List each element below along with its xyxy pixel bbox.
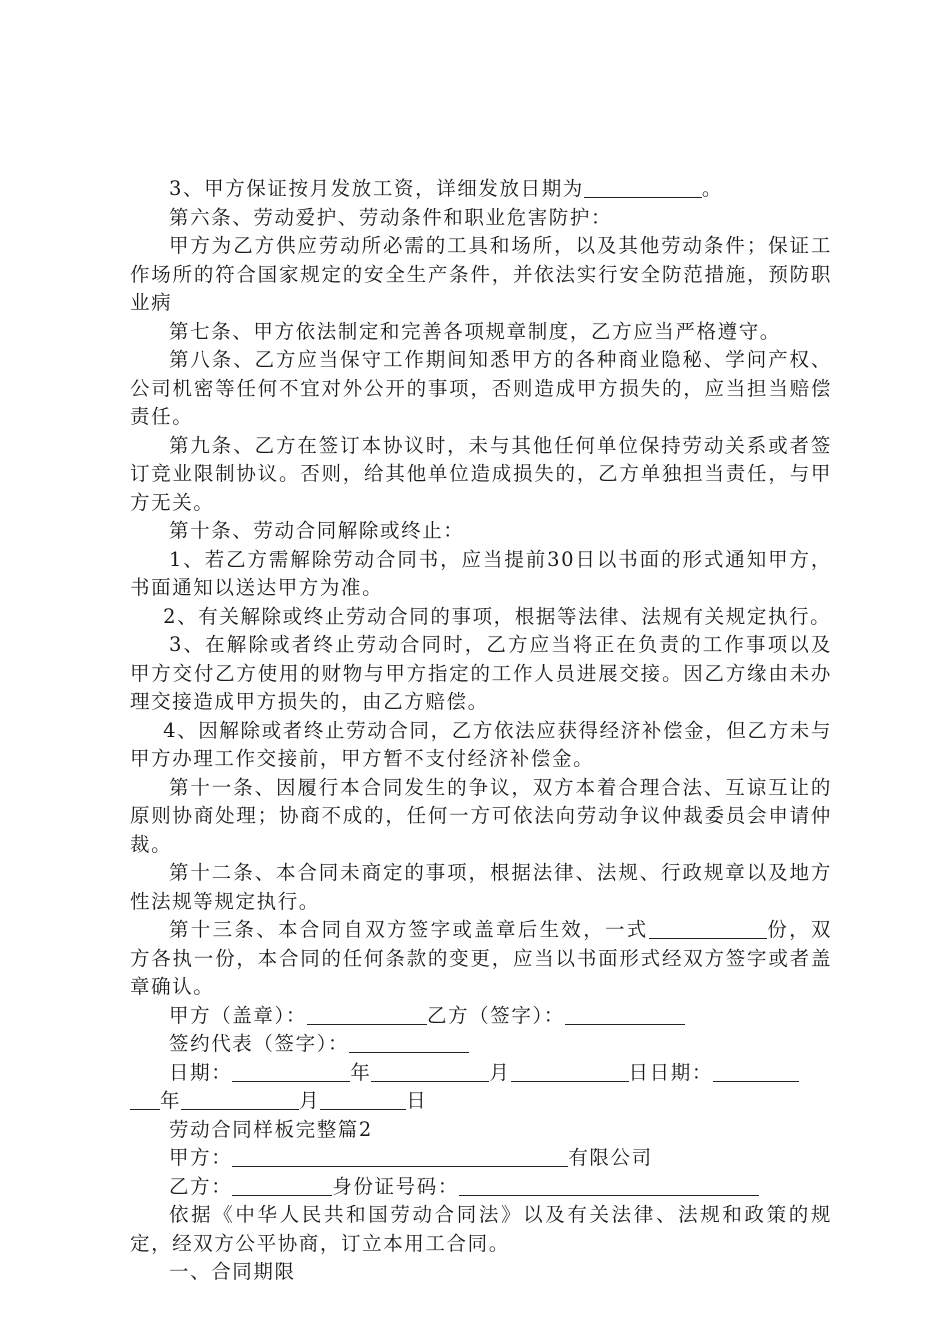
blank-line <box>307 1004 427 1025</box>
blank-line <box>130 1089 160 1110</box>
paragraph-article-10: 第十条、劳动合同解除或终止： <box>169 519 465 542</box>
blank-line <box>565 1004 685 1025</box>
signature-line <box>130 1002 832 1031</box>
label-day: 日 <box>406 1089 428 1112</box>
paragraph-article-13 <box>130 916 832 1002</box>
blank-line <box>232 1146 568 1167</box>
blank-line <box>713 1061 799 1082</box>
representative-line <box>130 1030 832 1059</box>
paragraph-termination-2: 2、有关解除或终止劳动合同的事项，根据等法律、法规有关规定执行。 <box>163 604 832 628</box>
text-salary-date: 3、甲方保证按月发放工资，详细发放日期为 <box>169 177 584 200</box>
paragraph-article-11: 第十一条、因履行本合同发生的争议，双方本着合理合法、互谅互让的原则协商处理；协商不成的，任何一方可依法向劳动争议仲裁委员会申请仲裁。 <box>130 775 832 856</box>
label-month: 月 <box>489 1060 511 1084</box>
label-party-a-seal: 甲方（盖章）： <box>169 1003 307 1027</box>
party-b-line <box>130 1173 832 1202</box>
paragraph-article-6: 第六条、劳动爱护、劳动条件和职业危害防护： <box>169 205 613 229</box>
paragraph-article-9: 第九条、乙方在签订本协议时，未与其他任何单位保持劳动关系或者签订竞业限制协议。否则，给其他单位造成损失的，乙方单独担当责任，与甲方无关。 <box>130 433 832 514</box>
label-party-b: 乙方： <box>169 1174 233 1198</box>
text-copies: 第十三条、本合同自双方签字或盖章后生效，一式 <box>169 918 649 941</box>
label-date: 日期： <box>169 1060 233 1084</box>
blank-line <box>511 1061 629 1082</box>
blank-line <box>649 918 767 939</box>
label-year: 年 <box>350 1060 372 1084</box>
paragraph-termination-3: 3、在解除或者终止劳动合同时，乙方应当将正在负责的工作事项以及甲方交付乙方使用的财物与甲方指定的工作人员进展交接。因乙方缘由未办理交接造成甲方损失的，由乙方赔偿。 <box>130 633 832 713</box>
blank-line <box>320 1089 406 1110</box>
blank-line <box>584 177 702 198</box>
blank-line <box>232 1175 332 1196</box>
blank-line <box>232 1061 350 1082</box>
paragraph-basis: 依据《中华人民共和国劳动合同法》以及有关法律、法规和政策的规定，经双方公平协商，订立本用工合同。 <box>130 1203 832 1255</box>
paragraph-article-8: 第八条、乙方应当保守工作期间知悉甲方的各种商业隐秘、学问产权、公司机密等任何不宜对外公开的事项，否则造成甲方损失的，应当担当赔偿责任。 <box>130 348 832 428</box>
paragraph-termination-1: 1、若乙方需解除劳动合同书，应当提前30日以书面的形式通知甲方，书面通知以送达甲方为准。 <box>130 547 832 599</box>
label-party-b-sign: 乙方（签字）： <box>426 1003 565 1027</box>
text-period: 。 <box>701 177 724 200</box>
blank-line <box>371 1061 489 1082</box>
blank-line <box>349 1032 469 1053</box>
section-title-2: 劳动合同样板完整篇2 <box>169 1117 373 1141</box>
paragraph-protection: 甲方为乙方供应劳动所必需的工具和场所，以及其他劳动条件；保证工作场所的符合国家规定的安全生产条件，并依法实行安全防范措施，预防职业病 <box>130 234 832 314</box>
blank-line <box>459 1175 759 1196</box>
paragraph-article-7: 第七条、甲方依法制定和完善各项规章制度，乙方应当严格遵守。 <box>169 319 781 343</box>
label-representative: 签约代表（签字）： <box>169 1032 350 1055</box>
text-copies-rest: 份，双方各执一份，本合同的任何条款的变更，应当以书面形式经双方签字或者盖章确认。 <box>130 918 832 998</box>
label-year: 年 <box>160 1089 182 1112</box>
label-company-suffix: 有限公司 <box>568 1146 653 1169</box>
label-party-a: 甲方： <box>169 1146 233 1169</box>
paragraph-termination-4: 4、因解除或者终止劳动合同，乙方依法应获得经济补偿金，但乙方未与甲方办理工作交接前，甲方暂不支付经济补偿金。 <box>130 718 832 770</box>
party-a-line <box>130 1144 832 1173</box>
label-id-number: 身份证号码： <box>332 1174 459 1198</box>
heading-contract-term: 一、合同期限 <box>169 1260 296 1283</box>
document-body <box>130 175 832 1287</box>
blank-line <box>181 1089 299 1110</box>
date-line-2 <box>130 1087 832 1116</box>
paragraph-salary-date <box>130 175 832 204</box>
date-line-1 <box>130 1059 832 1088</box>
label-day-date: 日日期： <box>628 1060 713 1084</box>
paragraph-article-12: 第十二条、本合同未商定的事项，根据法律、法规、行政规章以及地方性法规等规定执行。 <box>130 861 832 913</box>
label-month: 月 <box>299 1089 321 1112</box>
